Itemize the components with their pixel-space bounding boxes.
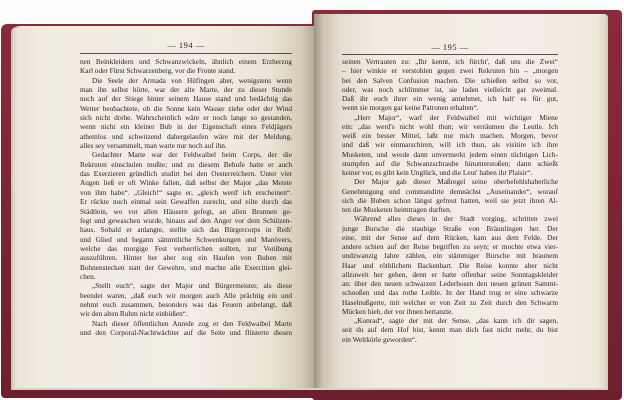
text-line: von ihm habe“. „Gleich!“ sagte er, „gleich werd' ich erscheinen“.	[80, 187, 292, 197]
text-line: wenn sie morgen gar keine Patronen erhalten“.	[342, 103, 479, 113]
text-line: nehmt euch zusammen, besonders was das Feuern anbelangt, daß	[80, 299, 292, 309]
left-page	[11, 26, 316, 390]
text-line: andere schien auf der Reise begriffen zu seyn; er mochte etwa vier-	[342, 242, 558, 251]
text-line: athemlos und schwitzend dahergelaufen wäre mit der Meldung,	[80, 131, 292, 141]
text-line: Während alles dieses in der Stadt vorging, schritten zwei	[354, 214, 558, 224]
paragraph	[342, 316, 558, 344]
header-rule	[342, 54, 558, 55]
text-line: stumpfen auf die Schwanzschraube hinunterstoßen; dann schießt	[342, 158, 558, 168]
text-line: Haar und röthlichem Backenbart. Die Reise konnte aber nicht	[342, 260, 558, 270]
text-line: und daß wir einmarschiren, will ich thun, als visitire ich ihre	[342, 140, 558, 150]
text-line: man ihn selbst hörte, war der alte Marte, der zu dieser Stunde	[80, 85, 292, 95]
text-line: seit du auf dem Hof bist, kennt man dich fast nicht mehr, du bist	[342, 325, 558, 335]
text-line: Gedachter Marte war der Feldwaibel beim Corps, der die	[92, 150, 292, 160]
paragraph	[342, 57, 558, 113]
text-line: allzuweit her gehen, denn er hatte offenbar seine Sonntagskleider	[342, 269, 558, 279]
text-line: keiner vor, es gibt kein Unglück, und die Leut' haben ihr Plaisir“.	[342, 168, 533, 177]
text-line: „Herr Major“, warf der Feldwaibel mit wichtiger Miene	[354, 112, 558, 122]
text-line: schooßen und das rothe Leible. In der Hand trug er eine schwarze	[342, 288, 558, 298]
paragraph	[342, 214, 558, 316]
text-line: wir den alten Ruhm nicht einbüßen“.	[80, 309, 188, 319]
paragraph	[80, 319, 292, 338]
text-line: beendet waren, „daß euch wir morgen auch Alle prächtig ein und	[80, 290, 292, 300]
page-number: — 194 —	[167, 40, 205, 50]
text-line: – hier winkte er verstohlen gegen zwei Rekruten hin – „morgen	[342, 66, 558, 76]
text-line: und den Corporal-Nachtwächter auf die Seite und flüsterte diesen	[80, 327, 292, 337]
text-line: sich die Buben schon längst gefreut hatten, weil sie jetzt ihren Al-	[342, 195, 558, 205]
text-line: ten die Musketen heimtragen durften.	[342, 205, 452, 214]
text-line: nen Beinkleidern und Schwanzwickeln, ähnlich einem Erzherzog	[80, 57, 292, 66]
text-line: weiß ein besser Mittel, laßt nur mich machen. Morgen, bevor	[342, 131, 558, 140]
paragraph	[80, 150, 292, 281]
text-line: Er rückte noch einmal sein Gewaffen zurecht, und eilte durch das	[80, 197, 292, 207]
text-line: und Glied und begann sämmtliche Schwenkungen und Manövers,	[80, 234, 292, 244]
text-line: sich nicht drehe. Wahrscheinlich wäre er noch lange so gestanden,	[80, 113, 292, 123]
text-line: „Konrad“, sagte der mit der Sense, „das kann ich dir sagen,	[354, 316, 558, 325]
text-line: oder, was noch schlimmer ist, sie laden vielleicht gar zweimal.	[342, 84, 558, 94]
text-line: wenn nicht ein kleiner Bub in der Eigenschaft eines Feldjägers	[80, 122, 292, 132]
page-number: — 195 —	[431, 42, 469, 52]
text-line: ein: „das werd's nicht wohl thun; wir verräumen die Leutle. Ich	[342, 121, 558, 131]
text-line: Bohnenstecken statt der Gewehre, und machte alle Exercitien glei-	[80, 262, 292, 272]
text-line: Daß ihr euch ihrer ein wenig annehmet, ich halt' es für gut,	[342, 94, 558, 103]
text-line: chen.	[80, 271, 96, 281]
text-line: Rekruten einschulen mußte; und zu diesem Behufe hatte er auch	[80, 159, 292, 169]
text-line: Nach dieser öffentlichen Anrede zog er den Feldwaibel Marte	[92, 318, 292, 328]
right-page	[314, 14, 608, 390]
text-line: Haselnußgerte, mit welcher er von Zeit zu Zeit durch den Schwarm	[342, 297, 558, 307]
text-line: eine, mit der Sense auf dem Rücken, kam aus dem Felde. Der	[342, 232, 558, 242]
text-line: Augen ließ er oft Winke fallen, daß selbst der Major „das Meiste	[80, 178, 292, 188]
header-rule	[80, 53, 292, 54]
paragraph	[342, 177, 558, 214]
paragraph	[80, 57, 292, 76]
text-line: „Stellt euch“, sagte der Major und Bürgermeister, als diese	[92, 281, 292, 291]
text-line: welche das morgige Fest verherrlichen sollten, zur Vorübung	[80, 243, 292, 253]
paragraph	[342, 113, 558, 178]
text-line: ein Weltkörle geworden“.	[342, 334, 417, 344]
text-line: Mücken hieb, der vor ihnen hertanzte.	[342, 306, 454, 316]
text-line: auszuführen. Hinter her aber zog ein Haufen von Buben mit	[80, 253, 292, 263]
text-line: haus. Sobald er anlangte, stellte sich das Bürgercorps in Reih'	[80, 225, 292, 235]
text-column	[342, 57, 558, 349]
text-line: Städtlein, wo vor allen Häusern gefegt, an allen Brunnen ge-	[80, 206, 292, 216]
text-line: Die Seele der Armada von Hüfingen aber, wenigstens wenn	[92, 75, 292, 85]
text-line: undzwanzig Jahre zählen, ein stämmiger Bursche mit braunem	[342, 251, 558, 261]
text-line: Musketen, und werde dann unvermerkt jedem einen tüchtigen Lich-	[342, 149, 558, 159]
text-line: fegt und gewaschen wurde, hinaus auf den Anger vor dem Schützen-	[80, 215, 292, 225]
text-line: noch auf der Stiege hinter seinem Hause stand und bedächtig das	[80, 94, 292, 104]
paragraph	[80, 281, 292, 318]
text-line: Karl oder Fürst Schwarzenberg, vor die Fronte stand.	[80, 66, 236, 76]
text-line: junge Bursche die staubige Straße von Bräunlingen her. Der	[342, 223, 558, 233]
text-line: an: über den neuen schwarzen Lederhosen den neuen grünen Sammt-	[342, 279, 558, 288]
text-line: Der Major gab dieser Maßregel seine oberbefehlshaberliche	[354, 177, 558, 187]
text-line: Wetter beobachtete, ob die Sonne kein Wasser ziehe oder der Wind	[80, 103, 292, 113]
text-line: seinen Vertrauten zu: „Ihr kennt, ich fürcht', daß uns die Zwei“	[342, 57, 558, 66]
text-line: alles sey versammelt, man warte nur noch auf ihn.	[80, 141, 227, 151]
text-line: bei den Salven Confusion machen. Die schießen selbst so vor,	[342, 75, 558, 85]
text-line: das Exerzieren gründlich studirt bei den Oesterreichern. Unter vier	[80, 169, 292, 179]
text-line: Genehmigung und commandirte demnächst „Auseinander“, worauf	[342, 186, 558, 196]
paragraph	[80, 76, 292, 151]
text-column	[80, 57, 292, 341]
